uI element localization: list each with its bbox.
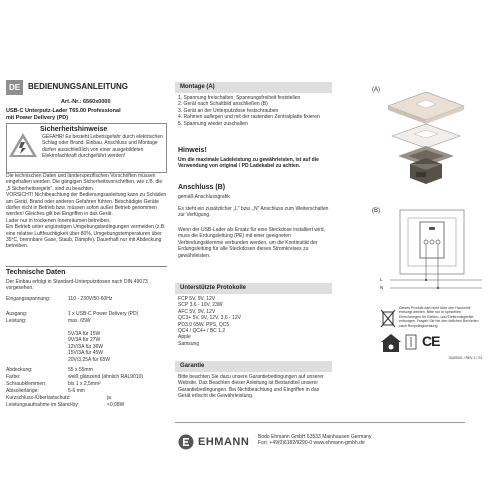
doc-title: BEDIENUNGSANLEITUNG (28, 82, 129, 91)
hinweis-title: Hinweis! (178, 147, 207, 154)
language-badge: DE (6, 80, 23, 95)
tech-row: Eingangsspannung: 110 - 230V/50-60Hz (6, 296, 113, 302)
tech-row: Schraubklemmen: bis 1 x 2,5mm² (6, 381, 101, 387)
tech-row: Ausgang: 1 x USB-C Power Delivery (PD) (6, 311, 139, 317)
tech-intro: Der Einbau erfolgt in Standard-Unterputzdosen nach DIN 49073 vorgesehen. (6, 279, 148, 292)
disposal-note: Dieses Produkt darf nicht über den Hausmüll entsorgt werden. Bitte nur in speziellen Einrichtungen für Elektro- und Elektronikgeräte entsorgen. Fragen Sie bei den örtlichen Behörden nach Recyclingberatung (399, 306, 479, 328)
brand-address: Bodo Ehmann GmbH 63533 Mainhausen Germany Fon: +49(0)6182/9290-0 www.ehmann-gmbh.de (258, 434, 372, 447)
anschluss-title: Anschluss (B) (178, 184, 226, 191)
crossed-bin-icon (380, 308, 396, 328)
product-name: USB-C Unterputz-Lader T65.00 Professional mit Power Delivery (PD) (6, 108, 121, 121)
safety-body: Die technischen Daten und länderspezifischen Vorschriften müssen eingehalten werden. Die gängigen Sicherheitsvorschriften, wie z.B. die „5 Sicherheitsregeln", sind zu beachten. VORSICHT! Nichtbeachtung der Bedienungsanleitung kann zu Schäden am Gerät, Brand oder anderen Gefahren führen. Beschädigte Geräte dürfen nicht in Betrieb bzw. müssen sofort außer Betrieb genommen werden! Gleiches gilt bei Eingriffen in das Gerät. Lader nur in trockenen Innenräumen betreiben. Ein Betrieb unter ungünstigen Umgebungsbedingungen vermeiden (z.B. eine relative Luftfeuchtigkeit über 80%, Umgebungstemperaturen über 35°C, brennbare Gase, Staub, Dämpfe). Dauerhaft nur mit Abdeckung betreiben. (6, 173, 167, 250)
power-profiles: 5V/3A für 15W 9V/3A für 27W 12V/3A für 36W 15V/3A für 45W 20V/3,25A für 65W (68, 331, 110, 363)
tech-row: Leistung: max. 65W (6, 318, 91, 324)
garantie-title: Garantie (175, 361, 332, 372)
tech-row: Leistungsaufnahme im Stand-by: <0,08W (6, 402, 125, 408)
montage-title: Montage (A) (175, 82, 332, 93)
hinweis-text: Um die maximale Ladeleistung zu gewährleisten, ist auf die Verwendung von original / PD Ladekabel zu achten. (178, 157, 319, 170)
ce-mark: CE (422, 333, 440, 349)
anschluss-text2: Wenn der USB-Lader als Ersatz für eine Steckdose installiert wird, muss die Erdungsleitung (PE) mit einer geeigneten Verbindungsklemme verbunden werden, um die Kontinuität der Erdungsleitung für alle Steckdosen dieses Stromkreises zu gewährleisten. (178, 227, 325, 259)
figure-b-label: (B) (372, 208, 380, 214)
brand-name: EHMANN (198, 436, 250, 448)
ehmann-logo-icon (178, 434, 194, 450)
doc-code: SU00001 / REV 2 / 23 (448, 356, 482, 360)
montage-steps: 1. Spannung freischalten, Spannungsfreiheit feststellen 2. Gerät nach Schaltbild anschließen (B) 3. Gerät an der Unterputzdose festschrauben 4. Rahmen auflegen und mit der rastenden Zentralplatte fixieren 5. Spannung wieder zuschalten (178, 95, 320, 127)
tech-row: Kurzschluss-/Überlastschutz: ja (6, 395, 111, 401)
protocols-list: FCP 5V, 9V, 12V SCP 3,6 - 10V, 23W AFC 5V, 9V, 12V QC3+ 5V, 9V, 12V, 3,6 - 12V PD3.0 65W, PPS, QC5 QC4 / QC4+ / BC 1.2 Apple Samsung (178, 296, 241, 347)
safety-title: Sicherheitshinweise (40, 126, 108, 133)
mounting-illustration (370, 84, 480, 206)
anschluss-sub: gemäß Anschlussgrafik (178, 194, 230, 200)
garantie-text: Bitte beachten Sie dazu unsere Garantiebedingungen auf unserer Website. Das Beachten dieser Anleitung ist Bestandteil unserer Garantiebedingungen. Bei Nichtbeachtung und Eingriffen in das Gerät erlischt die Gewährleistung. (178, 374, 324, 400)
tech-title: Technische Daten (6, 269, 66, 276)
tech-row: Farbe: weiß glänzend (ähnlich RAL9010) (6, 374, 144, 380)
protection-class-icon (405, 334, 417, 350)
wire-l-label: L (380, 277, 383, 282)
wire-n-label: N (380, 285, 384, 290)
protocols-title: Unterstützte Protokolle (175, 283, 332, 294)
figure-a-label: (A) (372, 87, 380, 93)
divider (175, 422, 465, 423)
article-number: Art.-Nr.: 6560x0000 (61, 99, 111, 105)
tech-row: Abdeckung: 55 x 55mm (6, 367, 93, 373)
divider (6, 266, 167, 267)
wiring-diagram (388, 208, 484, 300)
warning-icon (8, 132, 38, 158)
indoor-use-icon (380, 333, 402, 353)
anschluss-text1: Es steht ein zusätzlicher „L" bzw. „N" Anschluss zum Weiterschalten zur Verfügung. (178, 206, 329, 219)
safety-warning: GEFAHR! Es besteht Lebensgefahr durch elektrischen Schlag oder Brand. Einbau, Anschluss und Montage dürfen ausschließlich von einer ausgebildeten Elektrofachkraft durchgeführt werden! (42, 134, 163, 160)
tech-row: Abisolierlänge: 5-6 mm (6, 388, 85, 394)
